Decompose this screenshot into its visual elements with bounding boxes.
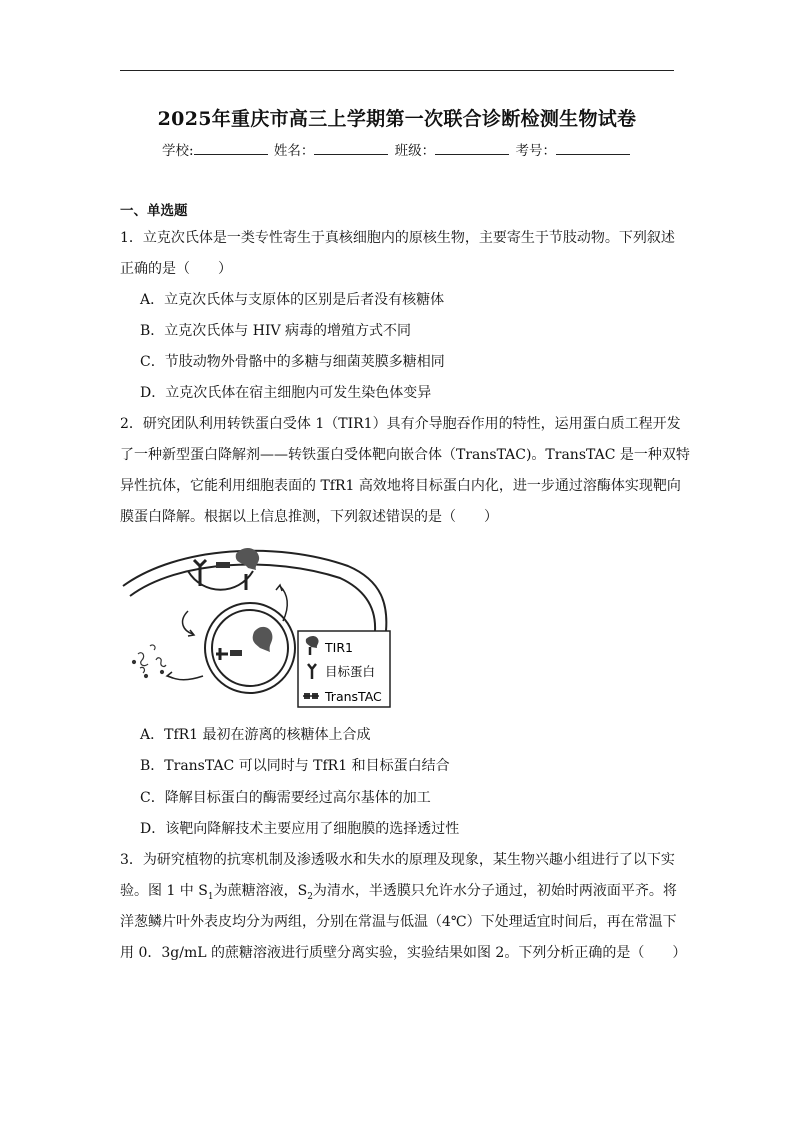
exam-number-blank[interactable] — [556, 142, 630, 155]
q1-option-a[interactable]: A．立克次氏体与支原体的区别是后者没有核糖体 — [140, 292, 445, 308]
q3-stem-line4: 用 0．3g/mL 的蔗糖溶液进行质壁分离实验，实验结果如图 2。下列分析正确的是（ ） — [120, 945, 687, 961]
legend-transtac: TransTAC — [325, 689, 382, 704]
q3-stem-line1: 3．为研究植物的抗寒机制及渗透吸水和失水的原理及现象，某生物兴趣小组进行了以下实 — [120, 852, 675, 868]
arrow-degradation — [168, 676, 203, 680]
q1-stem-line1: 1．立克次氏体是一类专性寄生于真核细胞内的原核生物，主要寄生于节肢动物。下列叙述 — [120, 230, 675, 246]
legend-tir1: TIR1 — [325, 640, 353, 655]
student-info-fields — [0, 139, 794, 159]
q2-option-c[interactable]: C．降解目标蛋白的酶需要经过高尔基体的加工 — [140, 790, 431, 806]
q1-stem-line2: 正确的是（ ） — [120, 261, 232, 277]
name-label: 姓名： — [273, 143, 315, 159]
membrane-inner — [130, 564, 375, 631]
page-title: 2025年重庆市高三上学期第一次联合诊断检测生物试卷 — [157, 108, 637, 130]
class-blank[interactable] — [435, 142, 509, 155]
q1-option-c[interactable]: C．节肢动物外骨骼中的多糖与细菌荚膜多糖相同 — [140, 354, 445, 370]
q2-stem-line1: 2．研究团队利用转铁蛋白受体 1（TIR1）具有介导胞吞作用的特性，运用蛋白质工程开发 — [120, 416, 681, 432]
name-blank[interactable] — [314, 142, 388, 155]
school-blank[interactable] — [194, 142, 268, 155]
diagram-legend — [298, 631, 390, 707]
degraded-fragments — [133, 645, 167, 678]
q3-stem-line2: 验。图 1 中 $S_1$为蔗糖溶液，$S_2$为清水，半透膜只允许水分子通过，初始时两液面平齐。将 — [120, 883, 677, 902]
arrow-endocytosis — [183, 611, 193, 634]
q1-option-d[interactable]: D．立克次氏体在宿主细胞内可发生染色体变异 — [140, 385, 432, 401]
exam-number-label: 考号： — [515, 143, 556, 159]
q2-stem-line2: 了一种新型蛋白降解剂——转铁蛋白受体靶向嵌合体（TransTAC)。TransTAC 是一种双特 — [120, 447, 690, 463]
section-title: 一、单选题 — [120, 203, 188, 219]
q2-stem-line3: 异性抗体，它能利用细胞表面的 TfR1 高效地将目标蛋白内化，进一步通过溶酶体实现靶向 — [120, 478, 681, 494]
class-label: 班级： — [394, 143, 436, 159]
q2-option-b[interactable]: B．TransTAC 可以同时与 TfR1 和目标蛋白结合 — [140, 758, 450, 774]
invagination — [188, 571, 253, 590]
endosome-complex — [216, 627, 272, 660]
legend-target-protein: 目标蛋白 — [325, 664, 376, 679]
header-rule — [120, 70, 674, 71]
transtac-diagram — [118, 536, 398, 711]
q2-option-d[interactable]: D．该靶向降解技术主要应用了细胞膜的选择透过性 — [140, 821, 460, 837]
q2-stem-line4: 膜蛋白降解。根据以上信息推测，下列叙述错误的是（ ） — [120, 509, 498, 525]
q1-option-b[interactable]: B．立克次氏体与 HIV 病毒的增殖方式不同 — [140, 323, 412, 339]
q3-stem-line3: 洋葱鳞片叶外表皮均分为两组，分别在常温与低温（4℃）下处理适宜时间后，再在常温下 — [120, 914, 677, 930]
q2-option-a[interactable]: A．TfR1 最初在游离的核糖体上合成 — [140, 727, 371, 743]
endosome-inner — [212, 610, 288, 686]
school-label: 学校: — [162, 143, 194, 159]
